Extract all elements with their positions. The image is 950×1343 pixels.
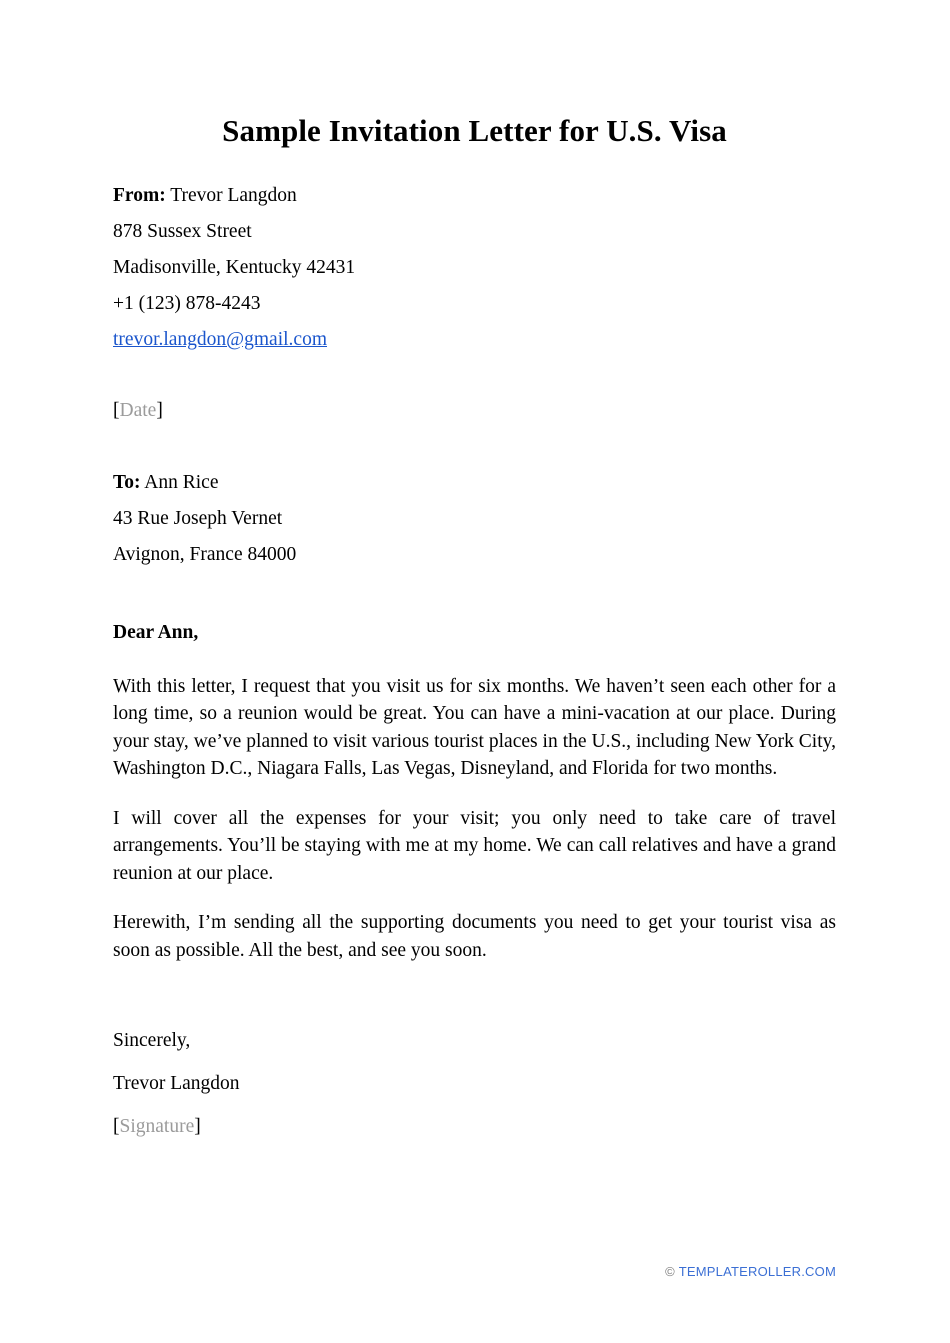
body-paragraph-2: I will cover all the expenses for your visit; you only need to take care of travel arrangements. You’ll be staying with me at my home. We can call relatives and have a grand reunion at our place. [113, 807, 836, 884]
to-label: To: [113, 471, 141, 493]
from-label: From: [113, 184, 166, 206]
date-open-bracket: [ [113, 399, 120, 421]
sender-name: Trevor Langdon [170, 184, 297, 206]
sender-email-line [113, 322, 836, 358]
footer-brand-text: TEMPLATEROLLER.COM [678, 1264, 836, 1279]
page-title: Sample Invitation Letter for U.S. Visa [222, 113, 727, 148]
footer-watermark[interactable] [665, 1264, 836, 1279]
valediction: Sincerely, [113, 1030, 191, 1052]
body-paragraph-1: With this letter, I request that you visit us for six months. We haven’t seen each other for a long time, so a reunion would be great. You can have a mini-vacation at our place. During your stay, we’ve planned to visit various tourist places in the U.S., including New York City, Washington D.C., Niagara Falls, Las Vegas, Disneyland, and Florida for two months. [113, 675, 836, 780]
recipient-name: Ann Rice [144, 471, 219, 493]
copyright-icon: © [665, 1264, 675, 1279]
signature-placeholder-text: Signature [119, 1116, 195, 1138]
signer-name: Trevor Langdon [113, 1073, 240, 1095]
recipient-street: 43 Rue Joseph Vernet [113, 507, 283, 529]
signature-close-bracket: ] [194, 1116, 201, 1138]
salutation: Dear Ann, [113, 621, 199, 643]
letter-content [113, 0, 836, 1148]
recipient-address-block [113, 465, 836, 573]
recipient-city-country-zip: Avignon, France 84000 [113, 543, 297, 565]
sender-phone: +1 (123) 878-4243 [113, 292, 261, 314]
sender-city-state-zip: Madisonville, Kentucky 42431 [113, 256, 356, 278]
date-placeholder-text: Date [119, 399, 157, 421]
date-close-bracket: ] [156, 399, 163, 421]
sender-name-line [113, 178, 836, 214]
sender-address-block [113, 178, 836, 358]
closing-block [113, 1019, 836, 1148]
signature-open-bracket: [ [113, 1116, 120, 1138]
sender-email-link[interactable]: trevor.langdon@gmail.com [113, 328, 327, 350]
date-placeholder[interactable] [113, 393, 836, 429]
body-paragraph-3: Herewith, I’m sending all the supporting documents you need to get your tourist visa as soon as possible. All the best, and see you soon. [113, 912, 836, 961]
recipient-name-line [113, 465, 836, 501]
sender-street: 878 Sussex Street [113, 220, 252, 242]
signature-placeholder[interactable] [113, 1105, 836, 1148]
